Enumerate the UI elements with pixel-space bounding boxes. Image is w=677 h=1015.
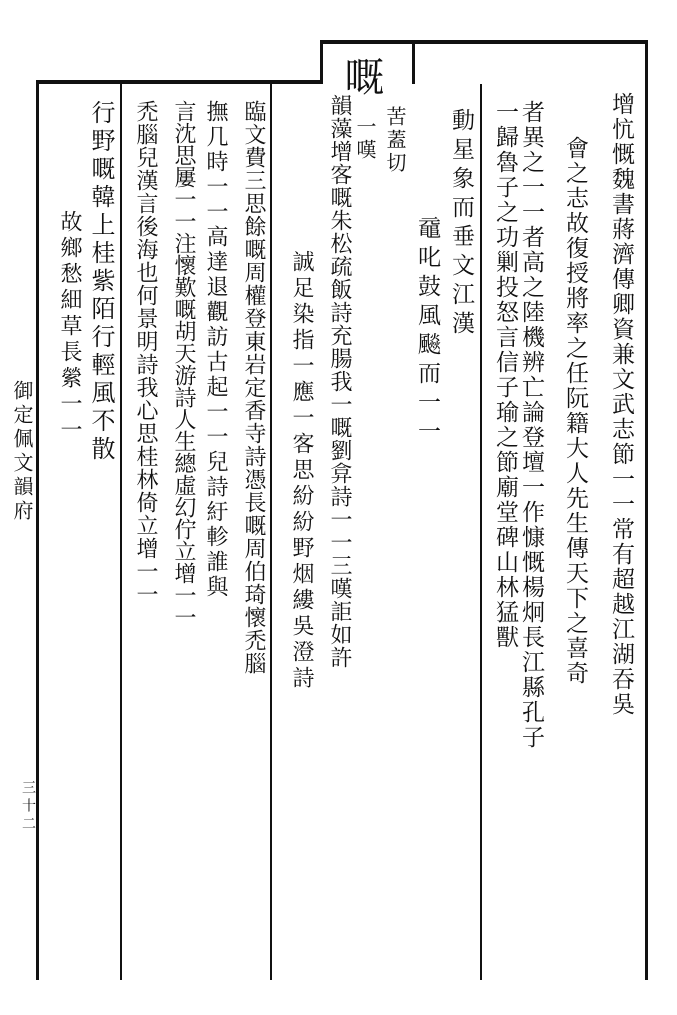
text-column: 故鄉愁細草長縈一一 [57,210,82,444]
text-column: 禿腦兒漢言後海也何景明詩我心思桂林倚立增一一 [133,100,158,606]
text-column: 者異之一一者高之陸機辨亡論登壇一作慷慨楊炯長江縣孔子 [518,100,544,750]
book-title: 御定佩文韻府 [10,380,34,524]
inner-border-right [645,40,648,980]
heading-sub: 一嘆 [353,116,377,162]
text-column: 言沈思屢一一注懷歎嘅胡天游詩人生總虛幻佇立增一一 [171,100,196,628]
column-rule-2 [270,84,272,980]
text-column: 撫几時一一高達退觀訪古起一一兒詩紆軫誰與 [203,100,228,600]
column-rule-3 [120,84,122,980]
top-border-right [320,40,648,44]
text-column: 韻藻增客嘅朱松疏飯詩充腸我一嘅劉弇詩一一三嘆詎如許 [327,94,352,669]
text-column: 臨文費三思餘嘅周權登東岩定香寺詩憑長嘅周伯琦懷禿腦 [241,100,266,675]
inner-border-left [36,80,39,980]
text-column: 黿叱鼓風飈而一一 [414,216,440,448]
heading-box-right [412,40,415,84]
heading-box-left [320,40,323,84]
top-border-left [36,80,320,84]
text-column: 會之志故復授將率之任阮籍大人先生傳天下之喜奇 [562,136,588,686]
column-rule-1 [480,84,482,980]
text-column: 增忼慨魏書蔣濟傳卿資兼文武志節一一常有超越江湖吞吳 [608,92,634,717]
heading-char: 嘅 [338,56,384,98]
heading-gloss: 苦蓋切 [383,106,407,175]
text-column: 動星象而垂文江漢 [448,108,474,340]
text-column: 誠足染指一應一客思紛紛野烟縷吳澄詩 [289,250,314,692]
text-column: 行野嘅韓上桂紫陌行輕風不散 [87,100,115,464]
page-number: 三十二 [20,780,36,834]
text-column: 一歸魯子之功剿投怒言信子瑜之節廟堂碑山林猛獸 [492,100,518,650]
